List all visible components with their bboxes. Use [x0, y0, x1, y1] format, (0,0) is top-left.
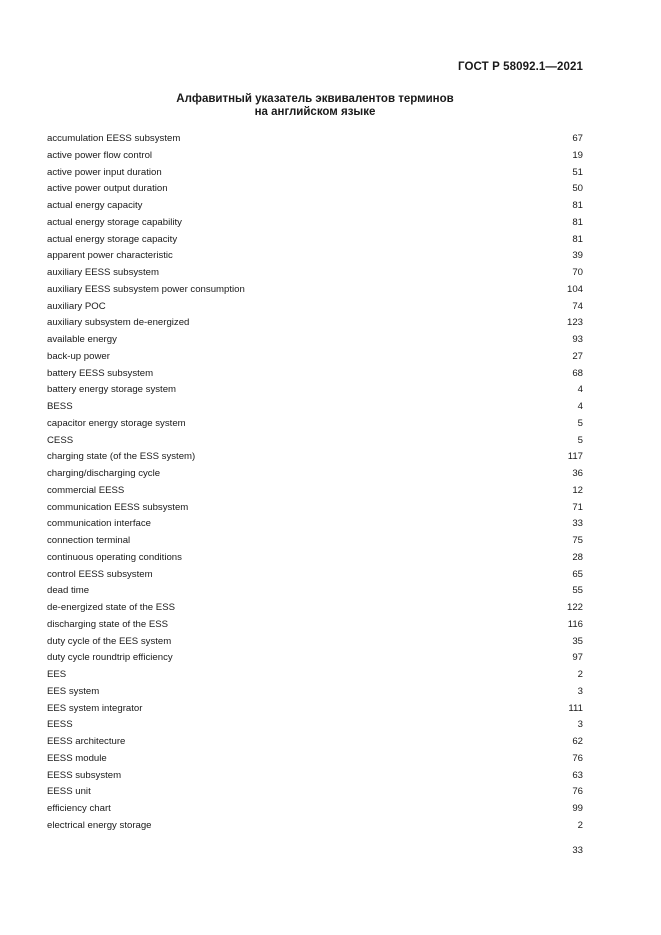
index-term: control EESS subsystem — [47, 568, 153, 580]
index-entry — [47, 533, 583, 550]
index-term: charging state (of the ESS system) — [47, 451, 196, 463]
index-term: active power output duration — [47, 183, 168, 195]
index-entry — [47, 165, 583, 182]
index-term-number: 27 — [572, 350, 583, 362]
index-term: active power flow control — [47, 149, 153, 161]
index-entry — [47, 784, 583, 801]
index-term-number: 51 — [572, 166, 583, 178]
index-entry — [47, 483, 583, 500]
index-term: discharging state of the ESS — [47, 618, 169, 630]
index-term-number: 81 — [572, 216, 583, 228]
index-entry — [47, 299, 583, 316]
index-term-number: 104 — [566, 283, 583, 295]
index-entry — [47, 332, 583, 349]
index-term-number: 111 — [568, 702, 583, 714]
index-term: duty cycle roundtrip efficiency — [47, 652, 173, 664]
page-title — [0, 93, 630, 119]
index-term: commercial EESS — [47, 484, 125, 496]
index-entry — [47, 734, 583, 751]
index-term: auxiliary EESS subsystem power consumption — [47, 283, 245, 295]
index-entry — [47, 433, 583, 450]
index-term-number: 70 — [572, 267, 583, 278]
index-term: back-up power — [47, 350, 110, 362]
index-term: de-energized state of the ESS — [47, 602, 175, 613]
index-term-number: 4 — [577, 401, 583, 412]
index-entry — [47, 466, 583, 483]
index-term: auxiliary EESS subsystem — [47, 267, 159, 278]
index-term-number: 2 — [577, 819, 583, 831]
index-entry — [47, 801, 583, 818]
index-term: continuous operating conditions — [47, 551, 182, 563]
index-term: EESS architecture — [47, 736, 126, 747]
index-term: EESS — [47, 719, 73, 731]
index-term-number: 81 — [572, 233, 583, 245]
index-entry — [47, 818, 583, 835]
index-entry — [47, 315, 583, 332]
index-term: auxiliary POC — [47, 300, 106, 312]
index-term-number: 3 — [577, 685, 583, 697]
index-term-number: 19 — [572, 149, 583, 161]
index-entry — [47, 215, 583, 232]
index-term: apparent power characteristic — [47, 250, 173, 262]
index-term-number: 5 — [577, 417, 583, 429]
index-entry — [47, 751, 583, 768]
index-term-number: 63 — [572, 769, 583, 781]
index-term: charging/discharging cycle — [47, 468, 161, 479]
index-term-number: 71 — [572, 501, 583, 513]
index-entry — [47, 148, 583, 165]
index-entry — [47, 416, 583, 433]
index-term: available energy — [47, 334, 117, 345]
index-term: EESS unit — [47, 786, 91, 798]
index-term: actual energy storage capacity — [47, 233, 178, 245]
index-entry — [47, 181, 583, 198]
index-term: EES — [47, 669, 67, 680]
index-term-number: 123 — [566, 317, 583, 329]
index-term-number: 93 — [572, 334, 583, 345]
index-term-number: 99 — [572, 803, 583, 814]
page-number: 33 — [572, 845, 583, 856]
title-line-1: Алфавитный указатель эквивалентов терминов — [176, 93, 454, 105]
index-entry — [47, 382, 583, 399]
index-term-number: 62 — [572, 736, 583, 747]
index-entry — [47, 248, 583, 265]
index-entry — [47, 600, 583, 617]
index-term: EESS subsystem — [47, 769, 122, 781]
index-term-number: 36 — [572, 468, 583, 479]
index-entry — [47, 768, 583, 785]
index-term-number: 2 — [577, 669, 583, 680]
index-term-number: 39 — [572, 250, 583, 262]
index-term-number: 28 — [572, 551, 583, 563]
index-term: EESS module — [47, 752, 107, 764]
index-term: communication interface — [47, 518, 151, 530]
index-term: accumulation EESS subsystem — [47, 133, 181, 144]
index-term: actual energy capacity — [47, 200, 143, 211]
index-term-number: 68 — [572, 367, 583, 379]
index-term: communication EESS subsystem — [47, 501, 189, 513]
index-entry — [47, 449, 583, 466]
index-term: CESS — [47, 434, 74, 446]
index-entry — [47, 667, 583, 684]
index-term-number: 3 — [577, 719, 583, 731]
index-entry — [47, 232, 583, 249]
index-entry — [47, 617, 583, 634]
index-entry — [47, 349, 583, 366]
index-entry — [47, 500, 583, 517]
index-term-number: 117 — [567, 451, 583, 463]
index-term: capacitor energy storage system — [47, 417, 186, 429]
index-entry — [47, 516, 583, 533]
index-term-number: 50 — [572, 183, 583, 195]
index-term: connection terminal — [47, 535, 131, 546]
index-entry — [47, 567, 583, 584]
term-index-list — [47, 131, 583, 835]
index-term-number: 122 — [566, 602, 583, 613]
index-entry — [47, 583, 583, 600]
index-entry — [47, 366, 583, 383]
index-term-number: 81 — [572, 200, 583, 211]
index-term-number: 35 — [572, 635, 583, 647]
index-term: active power input duration — [47, 166, 162, 178]
index-entry — [47, 650, 583, 667]
index-term-number: 55 — [572, 585, 583, 597]
index-term-number: 4 — [577, 384, 583, 396]
index-term-number: 5 — [577, 434, 583, 446]
title-line-2: на английском языке — [254, 106, 376, 118]
index-entry — [47, 717, 583, 734]
index-term-number: 116 — [567, 618, 583, 630]
index-term: duty cycle of the EES system — [47, 635, 172, 647]
index-entry — [47, 198, 583, 215]
index-term-number: 76 — [572, 786, 583, 798]
index-entry — [47, 131, 583, 148]
standard-code: ГОСТ Р 58092.1—2021 — [458, 61, 583, 73]
index-term-number: 75 — [572, 535, 583, 546]
index-term-number: 76 — [572, 752, 583, 764]
index-term-number: 33 — [572, 518, 583, 530]
index-entry — [47, 684, 583, 701]
index-entry — [47, 265, 583, 282]
index-term: BESS — [47, 401, 73, 412]
index-term-number: 97 — [572, 652, 583, 664]
index-term: battery EESS subsystem — [47, 367, 154, 379]
index-entry — [47, 634, 583, 651]
index-entry — [47, 550, 583, 567]
index-term-number: 74 — [572, 300, 583, 312]
index-term-number: 67 — [572, 133, 583, 144]
index-term: electrical energy storage — [47, 819, 152, 831]
index-entry — [47, 701, 583, 718]
index-entry — [47, 282, 583, 299]
index-term: dead time — [47, 585, 90, 597]
index-term: auxiliary subsystem de-energized — [47, 317, 190, 329]
index-term-number: 65 — [572, 568, 583, 580]
index-term: actual energy storage capability — [47, 216, 182, 228]
index-entry — [47, 399, 583, 416]
index-term: EES system — [47, 685, 100, 697]
index-term: battery energy storage system — [47, 384, 177, 396]
index-term-number: 12 — [572, 484, 583, 496]
index-term: EES system integrator — [47, 702, 143, 714]
index-term: efficiency chart — [47, 803, 111, 814]
